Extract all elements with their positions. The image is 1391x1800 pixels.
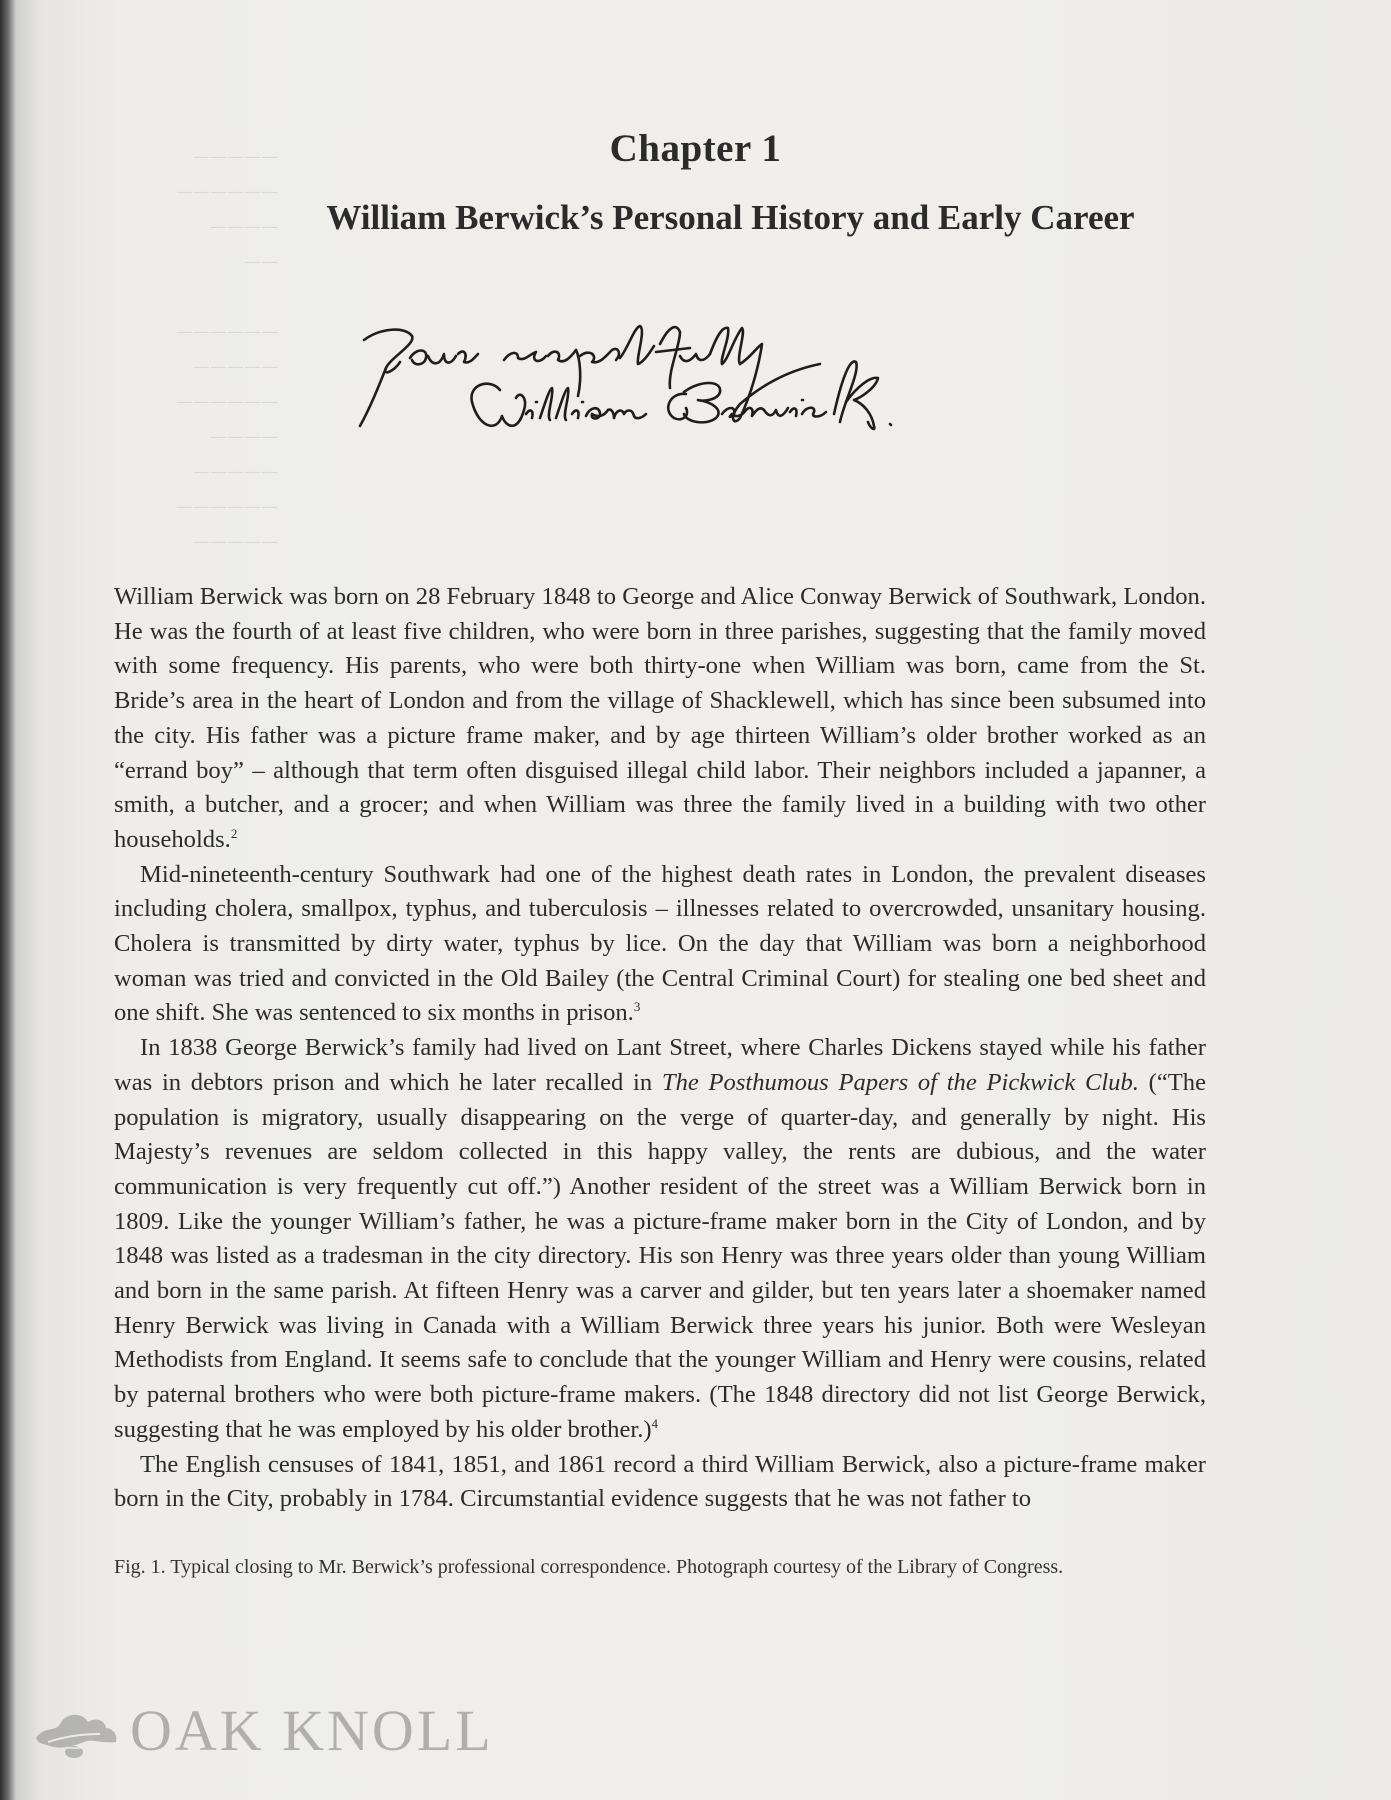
watermark: [30, 1690, 494, 1770]
footnote-ref: 2: [230, 825, 238, 841]
watermark-text: OAK KNOLL: [130, 1697, 494, 1763]
oak-leaf-acorn-logo: [30, 1698, 126, 1762]
paragraph: William Berwick was born on 28 February 1848 to George and Alice Conway Berwick of Southwark, London. He was the fourth of at least five children, who were born in three parishes, suggesting that the family moved with some frequency. His parents, who were both thirty-one when William was born, came from the St. Bride’s area in the heart of London and from the village of Shacklewell, which has since been subsumed into the city. His father was a picture frame maker, and by age thirteen William’s older brother worked as an “errand boy” – although that term often disguised illegal child labor. Their neighbors included a japanner, a smith, a butcher, and a grocer; and when William was three the family lived in a building with two other households.$^2$: [114, 583, 1206, 853]
chapter-title: William Berwick’s Personal History and Early Career: [326, 198, 1135, 237]
body-text: [114, 580, 1206, 1517]
paragraph: Mid-nineteenth-century Southwark had one of the highest death rates in London, the prevalent diseases including cholera, smallpox, typhus, and tuberculosis – illnesses related to overcrowded, unsanitary housing. Cholera is transmitted by dirty water, typhus by lice. On the day that William was born a neighborhood woman was tried and convicted in the Old Bailey (the Central Criminal Court) for stealing one bed sheet and one shift. She was sentenced to six months in prison.$^3$: [114, 860, 1206, 1027]
signature-line-2: [472, 361, 891, 428]
book-title: The Posthumous Papers of the Pickwick Club.: [661, 1068, 1139, 1096]
footnote-ref: 4: [651, 1415, 659, 1431]
chapter-number: Chapter 1: [609, 127, 782, 170]
show-through-text: ————— —————— ———— —— —————— ————— —————— ———— ————— —————— —————: [176, 147, 278, 552]
footnote-ref: 3: [633, 999, 641, 1015]
handwritten-signature: [350, 318, 970, 478]
paragraph: The English censuses of 1841, 1851, and 1861 record a third William Berwick, also a picture-frame maker born in the City, probably in 1784. Circumstantial evidence suggests that he was not father to: [114, 1450, 1206, 1513]
figure-caption: Fig. 1. Typical closing to Mr. Berwick’s professional correspondence. Photograph courtesy of the Library of Congress.: [114, 1556, 1064, 1578]
paragraph: In 1838 George Berwick’s family had lived on Lant Street, where Charles Dickens stayed while his father was in debtors prison and which he later recalled in The Posthumous Papers of the Pickwick Club. (“The population is migratory, usually disappearing on the verge of quarter-day, and generally by night. His Majesty’s revenues are seldom collected in this happy valley, the rents are dubious, and the water communication is very frequently cut off.”) Another resident of the street was a William Berwick born in 1809. Like the younger William’s father, he was a picture-frame maker born in the City of London, and by 1848 was listed as a tradesman in the city directory. His son Henry was three years older than young William and born in the same parish. At fifteen Henry was a carver and gilder, but ten years later a shoemaker named Henry Berwick was living in Canada with a William Berwick three years his junior. Both were Wesleyan Methodists from England. It seems safe to conclude that the younger William and Henry were cousins, related by paternal brothers who were both picture-frame makers. (The 1848 directory did not list George Berwick, suggesting that he was employed by his older brother.)$^4$: [114, 1034, 1206, 1443]
